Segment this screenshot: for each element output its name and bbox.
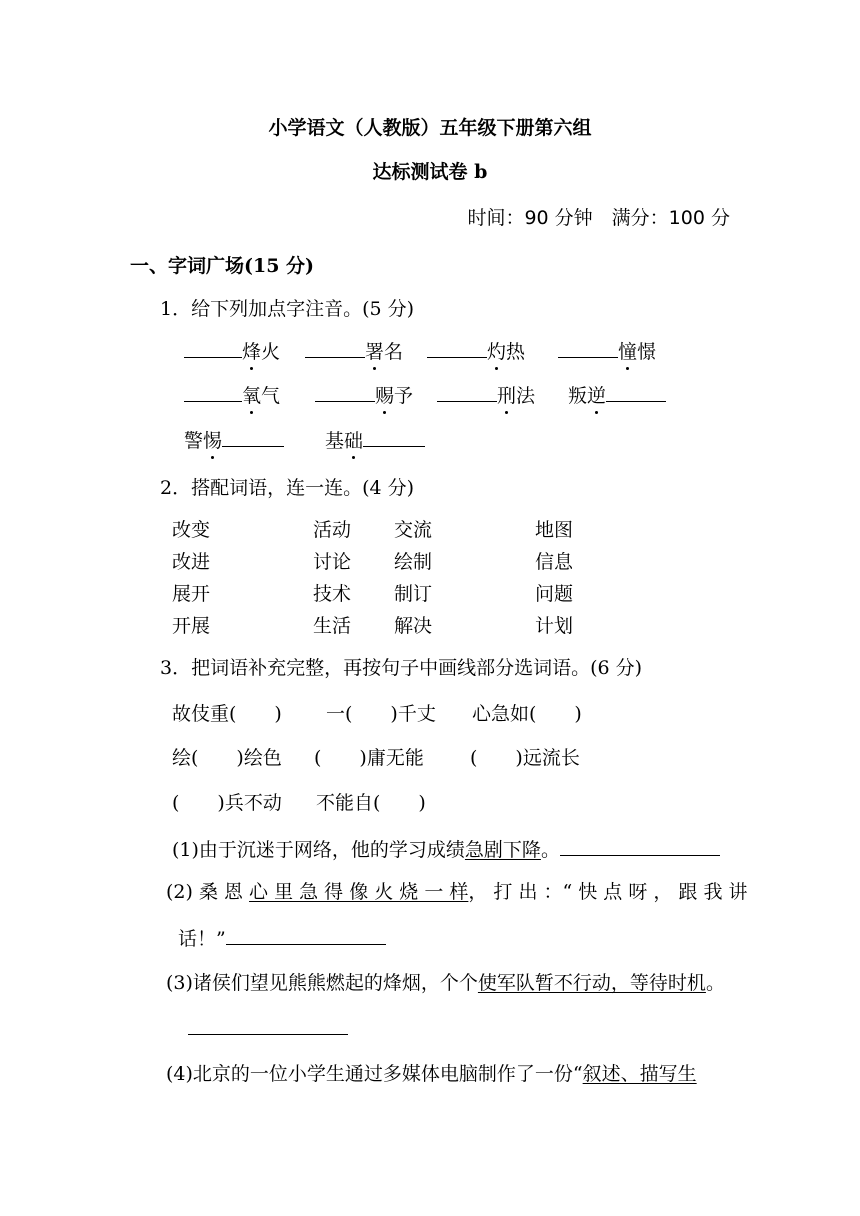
match-word[interactable]: 技术 [313,583,352,605]
char: 叛 [568,385,588,407]
sentence-text: ， 打 出 ：“ 快 点 呀 ， 跟 我 讲 [468,881,748,903]
pinyin-item-3 [427,339,525,364]
answer-blank[interactable] [560,837,720,856]
match-word[interactable]: 改变 [172,519,211,541]
question-2-prompt: 2．搭配词语，连一连。(4 分) [160,477,415,499]
dotted-char: 烽 [242,341,262,363]
dotted-char: 赐 [375,385,395,407]
char: 基 [325,430,345,452]
pinyin-item-5 [184,383,280,408]
idiom-fill[interactable]: 不能自( ) [316,792,426,814]
sentence-4 [166,1062,697,1086]
question-3-prompt: 3．把词语补充完整，再按句子中画线部分选词语。(6 分) [160,657,643,679]
match-word[interactable]: 展开 [172,583,211,605]
dotted-char: 憧 [618,341,638,363]
dotted-char: 氧 [242,385,262,407]
match-word[interactable]: 绘制 [394,551,433,573]
underlined-phrase: 心 里 急 得 像 火 烧 一 样 [249,881,469,903]
match-word[interactable]: 开展 [172,615,211,637]
sentence-text: (2) 桑 恩 [166,881,250,903]
dotted-char: 灼 [487,341,507,363]
sentence-1 [172,837,720,862]
pinyin-item-7 [437,383,535,408]
dotted-char: 刑 [497,385,517,407]
question-1-prompt: 1．给下列加点字注音。(5 分) [160,298,415,320]
char: 气 [261,385,281,407]
answer-blank[interactable] [558,339,618,358]
char: 警 [184,430,204,452]
match-word[interactable]: 活动 [313,519,352,541]
sentence-3-cont [188,1016,348,1041]
answer-blank[interactable] [222,428,284,447]
pinyin-item-1 [184,339,280,364]
page-subtitle: 达标测试卷 b [372,161,488,183]
sentence-text: (3)诸侯们望见熊熊燃起的烽烟，个个 [166,972,478,994]
sentence-3 [166,971,725,995]
dotted-char: 署 [365,341,385,363]
match-word[interactable]: 改进 [172,551,211,573]
dotted-char: 础 [344,430,364,452]
sentence-text: 。 [540,839,560,861]
underlined-phrase: 叙述、描写生 [582,1063,697,1085]
underlined-phrase: 急剧下降 [464,839,541,861]
answer-blank[interactable] [226,926,386,945]
answer-blank[interactable] [184,339,242,358]
char: 法 [516,385,536,407]
pinyin-item-2 [305,339,403,364]
sentence-2 [166,880,748,904]
match-word[interactable]: 信息 [535,551,574,573]
answer-blank[interactable] [184,383,242,402]
pinyin-item-4 [558,339,656,364]
idiom-fill[interactable]: 一( )千丈 [326,703,436,725]
sentence-2-cont [178,926,386,951]
underlined-phrase: 使军队暂不行动，等待时机 [477,972,706,994]
pinyin-item-6 [315,383,413,408]
answer-blank[interactable] [437,383,497,402]
idiom-fill[interactable]: 绘( )绘色 [172,747,282,769]
idiom-fill[interactable]: ( )庸无能 [314,747,424,769]
idiom-fill[interactable]: 故伎重( ) [172,703,282,725]
match-word[interactable]: 计划 [535,615,574,637]
pinyin-item-9 [184,428,284,453]
match-word[interactable]: 讨论 [313,551,352,573]
idiom-fill[interactable]: 心急如( ) [472,703,582,725]
char: 热 [506,341,526,363]
dotted-char: 惕 [203,430,223,452]
match-word[interactable]: 生活 [313,615,352,637]
match-word[interactable]: 解决 [394,615,433,637]
answer-blank[interactable] [606,383,666,402]
answer-blank[interactable] [363,428,425,447]
sentence-text: 话！” [178,928,226,950]
dotted-char: 逆 [587,385,607,407]
sentence-text: 。 [705,972,725,994]
match-word[interactable]: 交流 [394,519,433,541]
answer-blank[interactable] [315,383,375,402]
char: 憬 [637,341,657,363]
sentence-text: (4)北京的一位小学生通过多媒体电脑制作了一份“ [166,1063,583,1085]
answer-blank[interactable] [427,339,487,358]
char: 予 [394,385,414,407]
pinyin-item-8 [568,383,666,408]
idiom-fill[interactable]: ( )远流长 [470,747,580,769]
match-word[interactable]: 地图 [535,519,574,541]
time-info: 时间：90 分钟 满分：100 分 [467,207,730,229]
char: 火 [261,341,281,363]
section-heading: 一、字词广场(15 分) [130,255,315,277]
idiom-fill[interactable]: ( )兵不动 [172,792,282,814]
match-word[interactable]: 制订 [394,583,433,605]
match-word[interactable]: 问题 [535,583,574,605]
char: 名 [384,341,404,363]
answer-blank[interactable] [305,339,365,358]
page-title: 小学语文（人教版）五年级下册第六组 [268,117,592,139]
sentence-text: (1)由于沉迷于网络，他的学习成绩 [172,839,465,861]
pinyin-item-10 [325,428,425,453]
answer-blank[interactable] [188,1016,348,1035]
